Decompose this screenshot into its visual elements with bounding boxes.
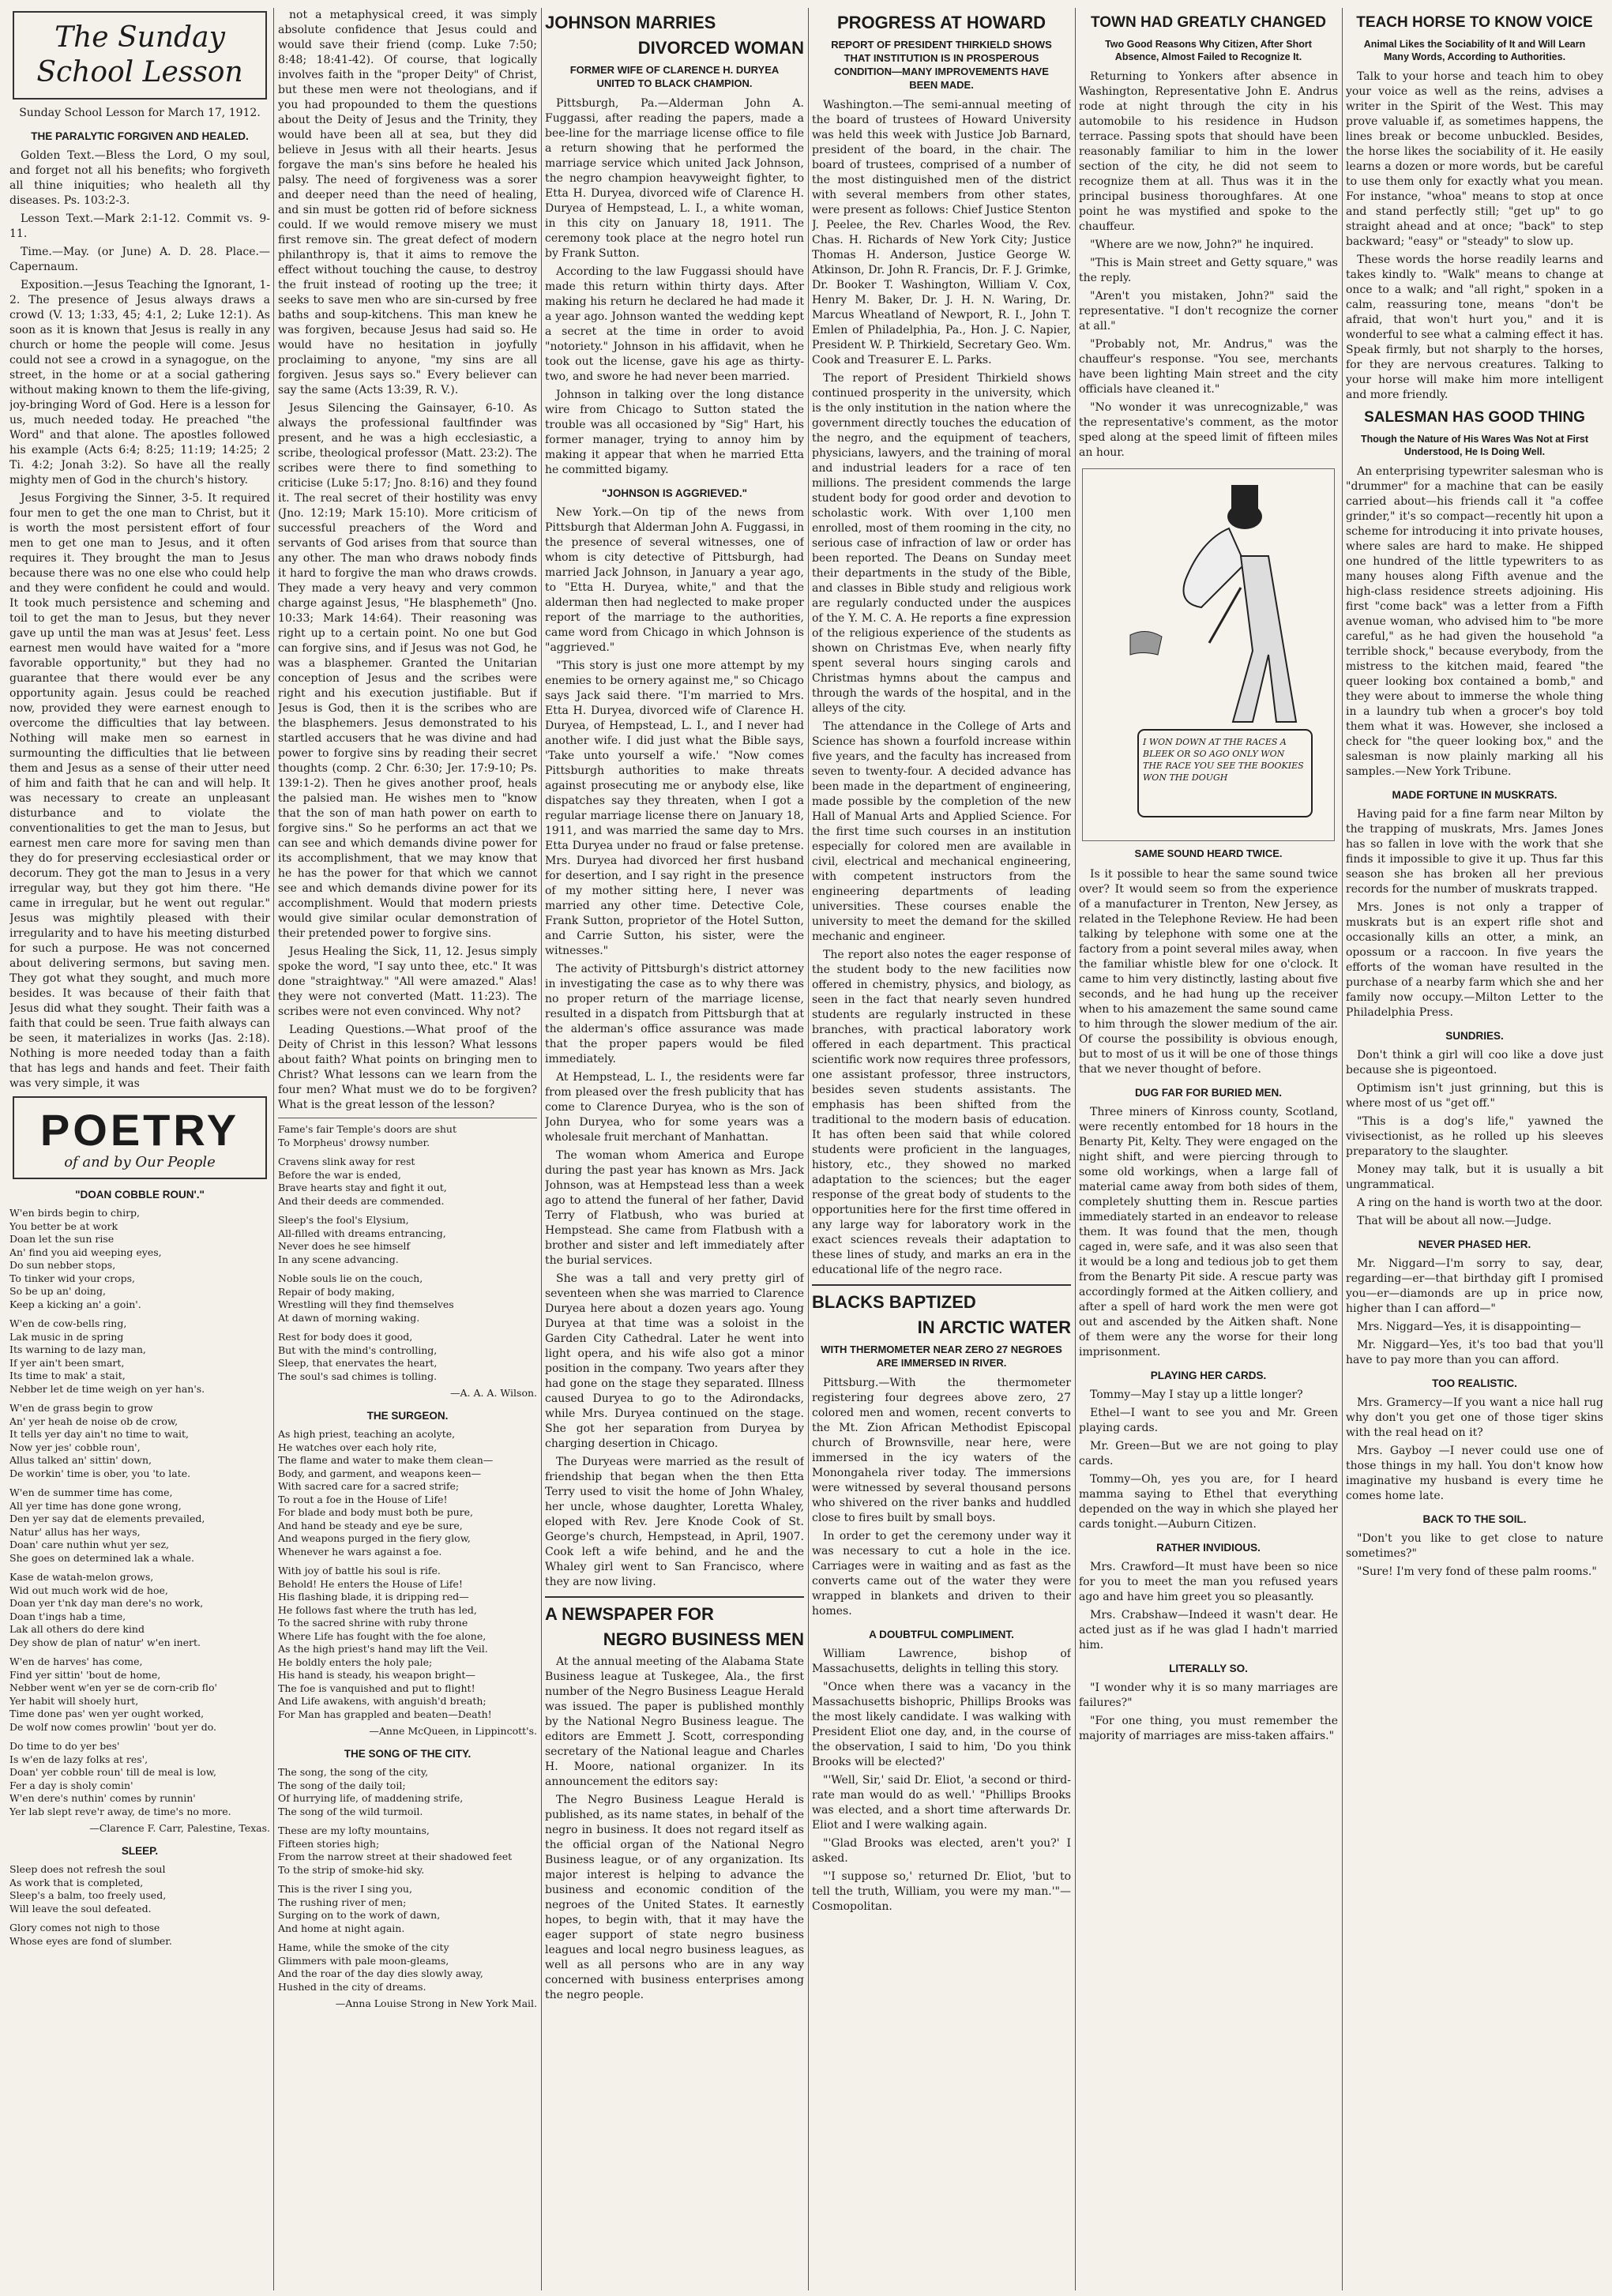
poem-line: The foe is vanquished and put to flight!	[278, 1682, 475, 1694]
subheading: SUNDRIES.	[1445, 1030, 1504, 1042]
poem-line	[9, 1734, 270, 1740]
column-rule	[808, 8, 809, 2290]
poem-line: At dawn of morning waking.	[278, 1311, 420, 1324]
poem-line: Noble souls lie on the couch,	[278, 1272, 423, 1284]
poem-line: Fifteen stories high;	[278, 1837, 380, 1850]
subheading: TOO REALISTIC.	[1432, 1377, 1517, 1389]
article-body	[1346, 807, 1603, 1020]
poem-line: W'en de summer time has come,	[9, 1486, 173, 1498]
paragraph: "Where are we now, John?" he inquired.	[1090, 239, 1314, 251]
paragraph: The Negro Business League Herald is published, as its name states, in behalf of the negro in business. It does not regard itself as the official organ of the National Negro Business league, or of any organization. Its major interest is helping to advance the business and economic condition of the negroes of the United States. It earnestly hopes, to begin with, that it may have the eager support of state negro business leagues and local negro business leagues, as well as all persons who are in any way concerned with business enterprises among the negro people.	[545, 1794, 804, 2001]
paragraph: These words the horse readily learns and takes kindly to. "Walk" means to change at once to a walk; and "all right," spoken in a calm, reassuring tone, means "don't be afraid, that won't hurt you," and it is wonderful to see what a calming effect it has. Speak firmly, but not sharply to the horses, for they are nervous creatures. Talking to your horse will make him more intelligent and more friendly.	[1346, 254, 1603, 401]
deck: WITH THERMOMETER NEAR ZERO 27 NEGROES ARE IMMERSED IN RIVER.	[821, 1343, 1062, 1369]
poem-line: W'en de harves' has come,	[9, 1655, 143, 1667]
article-body	[545, 96, 804, 478]
paragraph: "For one thing, you must remember the majority of marriages are miss-taken affairs."	[1079, 1715, 1338, 1742]
paragraph: Is it possible to hear the same sound twice over? It would seem so from the experience of a manufacturer in Trenton, New Jersey, as related in the Telephone Review. He had been talking by telephone with some one at the factory from a point several miles away, when the familiar whistle blew for one o'clock. It came to him very distinctly, lasting about five seconds, and he had hung up the receiver when to his amazement the same sound came to him through the slower medium of the air. Of course the possibility is obvious enough, but to most of us it will be one of those things that we never thought of before.	[1079, 868, 1338, 1076]
article-body	[1346, 70, 1603, 403]
column-howard	[812, 8, 1071, 2290]
article-body	[1346, 464, 1603, 780]
poem-line: The song of the wild turmoil.	[278, 1805, 423, 1817]
paragraph: Don't think a girl will coo like a dove just because she is pigeontoed.	[1346, 1049, 1603, 1077]
paragraph: Ethel—I want to see you and Mr. Green playing cards.	[1079, 1407, 1338, 1434]
paragraph: "This is Main street and Getty square," was the reply.	[1079, 257, 1338, 284]
box-title-line: The Sunday	[54, 21, 225, 54]
poem-line: You better be at work	[9, 1219, 118, 1232]
poem-sleep	[9, 1863, 270, 1948]
poem-line: De workin' time is ober, you 'to late.	[9, 1467, 191, 1479]
poetry-subtitle: of and by Our People	[64, 1154, 216, 1171]
paragraph: The report of President Thirkield shows continued prosperity in the university, which is the only institution in the nation where the government directly touches the education of the negro, and the equipment of teachers, physicians, lawyers, and the training of moral and industrial leaders for a race of ten millions. The president commends the large student body for good order and devotion to scholastic work. With over 1,100 men enrolled, most of them rooming in the city, no serious case of infraction of law or order has been reported. The Deans on Sunday meet their departments in the study of the Bible, and classes in Bible study and religious work are regularly conducted under the auspices of the Y. M. C. A. He reports a fine expression of the religious experience of the students as shown on Christmas Eve, when nearly fifty spent several hours singing carols and Christmas hymns about the campus and through the wards of the hospital, and in the alleys of the city.	[812, 372, 1071, 715]
poem-line: Glory comes not nigh to those	[9, 1922, 160, 1933]
paragraph: "Sure! I'm very fond of these palm rooms."	[1357, 1565, 1597, 1578]
poem-line: Behold! He enters the House of Life!	[278, 1577, 463, 1590]
paragraph: The attendance in the College of Arts and Science has shown a fourfold increase within five years, and the faculty has increased from seven to twenty-four. A decided advance has been made in the department of engineering, made possible by the completion of the new Hall of Manual Arts and Applied Science. For the first time such courses in an institution especially for colored men are available in civil, electrical and mechanical engineering, with competent instructors from the engineering departments of leading universities. These courses enable the university to meet the demand for the skilled mechanic and engineer.	[812, 720, 1071, 943]
paragraph: Jesus Healing the Sick, 11, 12. Jesus simply spoke the word, "I say unto thee, etc." It was done "straightway." "All were amazed." Alas! they were not converted (Matt. 11:23). The scribes were not even convinced. Why not?	[278, 945, 537, 1018]
box-title-line: School Lesson	[36, 56, 243, 88]
poem-line	[9, 1311, 270, 1317]
subheading: A DOUBTFUL COMPLIMENT.	[869, 1629, 1014, 1640]
poem-line: Doan' yer cobble roun' till de meal is low,	[9, 1766, 216, 1778]
poem-line	[9, 1396, 270, 1402]
lesson-headline: THE PARALYTIC FORGIVEN AND HEALED.	[31, 130, 249, 142]
poem-line: It tells yer day ain't no time to wait,	[9, 1428, 190, 1440]
poem-line: The soul's sad chimes is tolling.	[278, 1370, 438, 1382]
poem-line: And their deeds are commended.	[278, 1194, 445, 1207]
paragraph: "Probably not, Mr. Andrus," was the chauffeur's response. "You see, merchants have been lighting Main street and the city officials have cleaned it."	[1079, 338, 1338, 396]
poem-line: Never does he see himself	[278, 1240, 410, 1252]
paragraph: The woman whom America and Europe during the past year has known as Mrs. Jack Johnson, was at Hempstead less than a week ago to attend the funeral of her father, David Terry of Flatbush, who was buried at Hempstead. She came from Flatbush with a brother and sister and left immediately after the burial services.	[545, 1149, 804, 1267]
divider	[545, 1596, 804, 1598]
paragraph: Mr. Niggard—Yes, it's too bad that you'll have to pay more than you can afford.	[1346, 1339, 1603, 1366]
subheading: PLAYING HER CARDS.	[1150, 1370, 1267, 1381]
paragraph: Pittsburgh, Pa.—Alderman John A. Fuggassi, after reading the papers, made a bee-line for the marriage license office to file a return showing that he performed the marriage service which united Jack Johnson, the negro champion heavyweight fighter, to Etta H. Duryea, divorced wife of Clarence H. Duryea of Hempstead, L. I., a white woman, in this city on January 18, 1911. The ceremony took place at the negro hotel run by Frank Sutton.	[545, 97, 804, 260]
column-lesson-continued	[278, 8, 537, 2290]
subheading: "JOHNSON IS AGGRIEVED."	[601, 487, 748, 499]
article-body	[1079, 1560, 1338, 1653]
poem-line: Wid out much work wid de hoe,	[9, 1584, 168, 1596]
poem-line: W'en dere's nuthin' comes by runnin'	[9, 1792, 196, 1804]
poem-credit: —A. A. A. Wilson.	[449, 1387, 537, 1399]
poem-line: Of hurrying life, of maddening strife,	[278, 1792, 464, 1804]
poem-title: THE SONG OF THE CITY.	[344, 1748, 472, 1760]
poem-line: And weapons purged in the fiery glow,	[278, 1532, 471, 1544]
poem-line: Wrestling will they find themselves	[278, 1298, 454, 1310]
paragraph: Mrs. Jones is not only a trapper of muskrats but is an expert rifle shot and occasionally kills an otter, a mink, an opossum or a raccoon. In five years the efforts of the woman have resulted in the purchase of a nearby farm which she and her family now occupy.—Milton Letter to the Philadelphia Press.	[1346, 901, 1603, 1019]
poem-line: Time done pas' wen yer ought worked,	[9, 1708, 205, 1719]
poem-line: De wolf now comes prowlin' 'bout yer do.	[9, 1720, 216, 1733]
paragraph: Golden Text.—Bless the Lord, O my soul, and forget not all his benefits; who forgiveth all thine iniquities; who healeth all thy diseases. Ps. 103:2-3.	[9, 149, 270, 207]
poem-credit: —Anne McQueen, in Lippincott's.	[369, 1725, 537, 1737]
headline: NEGRO BUSINESS MEN	[603, 1629, 804, 1649]
paragraph: Mrs. Crawford—It must have been so nice for you to meet the man you refused years ago and have him greet you so pleasantly.	[1079, 1561, 1338, 1603]
poem-line: W'en birds begin to chirp,	[9, 1207, 141, 1219]
poem-line: Whose eyes are fond of slumber.	[9, 1934, 172, 1947]
paragraph: Tommy—May I stay up a little longer?	[1090, 1388, 1303, 1401]
poem-line: An' yer heah de noise ob de crow,	[9, 1415, 178, 1427]
paragraph: Exposition.—Jesus Teaching the Ignorant, 1-2. The presence of Jesus always draws a crowd (V. 13; 1:33, 45; 4:1, 2; Luke 12:1). As soon as it is known that Jesus is really in any church or home the people will come. Jesus could not see a crowd in a synagogue, on the street, in the home or at a social gathering without making known to them the life-giving, joy-bringing Word of God. Here is a lesson for us, much needed today. He preached "the Word" and that alone. The apostles followed his example (Acts 6:4; 8:25; 11:19; 14:25; 2 Ti. 4:2; Jonah 3:2). So have all the really mighty men of God in the church's history.	[9, 279, 270, 487]
poem-line: He watches over each holy rite,	[278, 1441, 438, 1453]
headline: DIVORCED WOMAN	[637, 38, 804, 58]
poem-line: Sleep's the fool's Elysium,	[278, 1214, 409, 1226]
paragraph: Mr. Green—But we are not going to play cards.	[1079, 1440, 1338, 1467]
poem-line: Allus talked an' sittin' down,	[9, 1454, 152, 1466]
article-body	[545, 1655, 804, 2003]
poem-line	[278, 1558, 537, 1565]
paragraph: Leading Questions.—What proof of the Deity of Christ in this lesson? What lessons about faith? What points on bringing men to Christ? What lessons can we learn from the four men? What must we do to be forgiven? What is the great lesson of the lesson?	[278, 1024, 537, 1111]
deck: Animal Likes the Sociability of It and Will Learn Many Words, According to Authorities.	[1363, 39, 1586, 62]
poem-line: Surging on to the work of dawn,	[278, 1909, 441, 1921]
deck: FORMER WIFE OF CLARENCE H. DURYEA UNITED TO BLACK CHAMPION.	[569, 64, 780, 89]
column-rule	[1075, 8, 1076, 2290]
subheading: BACK TO THE SOIL.	[1422, 1513, 1527, 1525]
column-teach-horse	[1346, 8, 1603, 2290]
poem-song-of-the-city	[278, 1766, 537, 1993]
paragraph: Having paid for a fine farm near Milton by the trapping of muskrats, Mrs. James Jones has so fallen in love with the work that she finds it impossible to give it up. Thus far this season she has broken all her previous records for the number of muskrats trapped.	[1346, 808, 1603, 896]
paragraph: Talk to your horse and teach him to obey your voice as well as the reins, advises a writer in the Spirit of the West. This may prove valuable if, as sometimes happens, the lines break or become unbuckled. Besides, the horse likes the sociability of it. He easily learns a dozen or more words, but be careful to use them only for exactly what you mean. For instance, "whoa" means to stop at once and stand perfectly still; "get up" to go straight ahead and at once; "back" to step backward; "easy" or "steady" to slow up.	[1346, 70, 1603, 248]
article-body	[812, 1647, 1071, 1915]
paragraph: Mrs. Crabshaw—Indeed it wasn't dear. He acted just as if he was glad I hadn't married him.	[1079, 1609, 1338, 1652]
poem-line: Hame, while the smoke of the city	[278, 1941, 449, 1953]
article-body	[1079, 70, 1338, 460]
paragraph: "I wonder why it is so many marriages are failures?"	[1079, 1682, 1338, 1709]
poetry-header-box	[13, 1096, 267, 1179]
divider	[812, 1284, 1071, 1286]
poem-line: But with the mind's controlling,	[278, 1343, 438, 1356]
poem-line: She goes on determined lak a whale.	[9, 1551, 194, 1564]
paragraph: The activity of Pittsburgh's district attorney in investigating the case as to why there was no proper return of the marriage license, resulted in a dispatch from Pittsburgh that at the alderman's office assurance was made that the proper papers would be filed immediately.	[545, 963, 804, 1065]
poem-line: These are my lofty mountains,	[278, 1824, 430, 1836]
paragraph: Time.—May. (or June) A. D. 28. Place.—Capernaum.	[9, 246, 270, 273]
paragraph: Johnson in talking over the long distance wire from Chicago to Sutton stated the trouble was all occasioned by "Sig" Hart, his former manager, trying to annoy him by making it appear that when he married Etta he committed bigamy.	[545, 389, 804, 476]
paragraph: Three miners of Kinross county, Scotland, were recently entombed for 18 hours in the Benarty Pit, Kelty. They were engaged on the night shift, and were piercing through to some old workings, when a large fall of material came away from both sides of them, completely shutting them in. Rescue parties immediately started in an endeavor to release them. It was found that the men, though caged in, were safe, and it was also seen that it would be a long and tedious job to get them from the Benarty Pit side. A rescue party was accordingly formed at the Aitken colliery, and after a spell of hard work the men were got out and ascended by the Aitken shaft. None of them were any the worse for their long imprisonment.	[1079, 1106, 1338, 1358]
poem-line	[278, 1935, 537, 1941]
headline: JOHNSON MARRIES	[545, 13, 716, 32]
poem-line: Before the war is ended,	[278, 1168, 401, 1181]
poem-line: Yer habit will shoely hurt,	[9, 1694, 139, 1707]
subheading: NEVER PHASED HER.	[1418, 1238, 1531, 1250]
poem-line: Sleep does not refresh the soul	[9, 1863, 166, 1875]
paragraph: Jesus Silencing the Gainsayer, 6-10. As always the professional faultfinder was present, and he was a high ecclesiastic, a scribe, theological professor (Matt. 23:2). The scribes were there to find something to criticise (Luke 5:17; Jno. 8:16) and they found it. The real secret of their hostility was envy (Jno. 12:19; Mark 15:10). More criticism of successful preachers of the Word and servants of God arises from that source than any other. The man who draws nobody finds it hard to forgive the man who draws crowds. They made a very heavy and very common charge against Jesus, "He blasphemeth" (Jno. 10:33; Mark 14:64). Their reasoning was right up to a certain point. No one but God can forgive sins, and if Jesus was not God, he was a blasphemer. Granted the Unitarian conception of Jesus and the scribes were right and his execution justifiable. But if Jesus is God, then it is the scribes who are the blasphemers. Jesus demonstrated to his startled accusers that he was divine and had power to forgive sins by reading their secret thoughts (comp. 2 Chr. 6:30; Jer. 17:9-10; Ps. 139:1-2). Then he gives another proof, heals the palsied man. He wishes men to "know that the son of man hath power on earth to forgive sins." So he performs an act that we can see and which demands divine power for its accomplishment, that we may know that he has the power for that which we cannot see and which demands divine power for its accomplishment. Would that modern priests would give similar ocular demonstration of their pretended power to forgive sins.	[278, 402, 537, 940]
paragraph: New York.—On tip of the news from Pittsburgh that Alderman John A. Fuggassi, in the presence of several witnesses, one of whom is city detective of Pittsburgh, had married Jack Johnson, in January a year ago, to "Etta H. Duryea, white," and that the alderman then had neglected to make proper report of the marriage to the authorities, came word from Chicago in which Johnson is "aggrieved."	[545, 506, 804, 654]
poem-line: The flame and water to make them clean—	[278, 1454, 494, 1466]
poem-line: Glimmers with pale moon-gleams,	[278, 1954, 449, 1967]
article-body	[1346, 1531, 1603, 1580]
poem-line: Brave hearts stay and fight it out,	[278, 1182, 447, 1193]
poem-line: This is the river I sing you,	[278, 1883, 412, 1895]
poem-line: Lak music in de spring	[9, 1330, 124, 1343]
poem-credit: —Clarence F. Carr, Palestine, Texas.	[89, 1822, 270, 1834]
top-hat-icon	[1231, 485, 1258, 517]
poem-line: To tinker wid your crops,	[9, 1272, 136, 1284]
poem-line: With sacred care for a sacred strife;	[278, 1480, 460, 1492]
arm-icon	[1209, 588, 1241, 643]
paragraph: At the annual meeting of the Alabama State Business league at Tuskegee, Ala., the first number of the Negro Business League Herald was issued. The paper is published monthly by the National Negro Business league. The editors are Emmett J. Scott, corresponding secretary of the National league and Charles H. Moore, national organizer. In its announcement the editors say:	[545, 1655, 804, 1788]
poem-line: Its time to mak' a stait,	[9, 1370, 126, 1381]
article-body	[812, 1376, 1071, 1619]
paragraph: At Hempstead, L. I., the residents were far from pleased over the fresh publicity that has come to Clarence Duryea, who is the son of John Duryea, who for some years was a wholesale fruit merchant of Manhattan.	[545, 1071, 804, 1144]
headline: TOWN HAD GREATLY CHANGED	[1090, 14, 1327, 31]
poem-line: He follows fast where the truth has led,	[278, 1603, 477, 1616]
paragraph: "Don't you like to get close to nature sometimes?"	[1346, 1532, 1603, 1560]
poem-line: Den yer say dat de elements prevailed,	[9, 1513, 205, 1524]
paragraph: She was a tall and very pretty girl of seventeen when she was married to Clarence Duryea here about a dozen years ago. Young Duryea at that time was a soloist in the Garden City Cathedral. Later he went into light opera, and his wife also got a minor position in the company. Two years after they had gone on the stage they separated. Illness caused Duryea to go to the Adirondacks, while Mrs. Duryea continued on the stage. She got her separation from Duryea by charging desertion in Chicago.	[545, 1272, 804, 1450]
article-body	[1346, 1396, 1603, 1504]
poem-line: Doan' care nuthin whut yer sez,	[9, 1539, 170, 1550]
subheading: MADE FORTUNE IN MUSKRATS.	[1392, 789, 1558, 801]
poem-line	[278, 1149, 537, 1156]
article-body	[812, 98, 1071, 1278]
paragraph: "Once when there was a vacancy in the Massachusetts bishopric, Phillips Brooks was the most likely candidate. I was walking with President Eliot one day, and, in the course of the observation, I said to him, 'Do you think Brooks will be elected?'	[812, 1681, 1071, 1768]
poem-line: Yer lab slept reve'r away, de time's no more.	[9, 1805, 231, 1817]
poem-line: Doan let the sun rise	[9, 1233, 115, 1245]
paragraph: A ring on the hand is worth two at the door.	[1357, 1197, 1603, 1209]
column-town-changed	[1079, 8, 1338, 2290]
paragraph: "'Well, Sir,' said Dr. Eliot, 'a second or third-rate man would do as well.' "Phillips Brooks was elected, and a short time afterwards Dr. Eliot and I were walking again.	[812, 1774, 1071, 1832]
article-body	[1346, 1257, 1603, 1368]
poem-line: From the narrow street at their shadowed feet	[278, 1851, 513, 1862]
article-body	[1079, 1105, 1338, 1360]
paragraph: According to the law Fuggassi should have made this return within thirty days. After making his return he declared he had made it a year ago. Johnson wanted the wedding kept a secret at the time in order to avoid "notoriety." Johnson in his affidavit, when he took out the license, gave his age as thirty-two, and swore he had never been married.	[545, 265, 804, 383]
poem-line: Now yer jes' cobble roun',	[9, 1441, 141, 1453]
poem-line	[9, 1565, 270, 1571]
poem-doan-cobble-roun	[9, 1207, 270, 1818]
paragraph: William Lawrence, bishop of Massachusetts, delights in telling this story.	[812, 1648, 1071, 1675]
poem-line: Whenever he wars against a foe.	[278, 1545, 442, 1558]
paragraph: That will be about all now.—Judge.	[1357, 1215, 1552, 1227]
poem-the-surgeon	[278, 1428, 537, 1721]
subheading: DUG FAR FOR BURIED MEN.	[1134, 1087, 1282, 1099]
paragraph: "'Glad Brooks was elected, aren't you?' I asked.	[812, 1837, 1071, 1865]
cartoon-illustration	[1082, 468, 1335, 841]
poem-line: Natur' allus has her ways,	[9, 1525, 141, 1538]
poem-line: Cravens slink away for rest	[278, 1156, 415, 1167]
paragraph: Washington.—The semi-annual meeting of the board of trustees of Howard University was held this week with Justice Job Barnard, president of the board, in the chair. The board of trustees, comprised of a number of the most distinguished men of the district with several members from other states, were present as follows: Chief Justice Stenton J. Peelee, the Rev. Charles Wood, the Rev. Chas. H. Richards of New York City; Justice Thomas H. Anderson, Justice George W. Atkinson, Dr. John R. Francis, Dr. F. J. Grimke, Dr. Booker T. Washington, William V. Cox, Henry M. Baker, Dr. J. H. N. Waring, Dr. Marcus Wheatland of Newport, R. I., John T. Emlen of Philadelphia, Pa., Hon. J. C. Napier, President W. P. Thirkield, Secretary Geo. Wm. Cook and Treasurer E. L. Parks.	[812, 99, 1071, 366]
poem-line: And hand be steady and eye be sure,	[278, 1519, 463, 1531]
poem-line: Lak all others do dere kind	[9, 1623, 145, 1635]
paragraph: In order to get the ceremony under way it was necessary to cut a hole in the ice. Carriages were in waiting and as fast as the converts came out of the water they were wrapped in blankets and driven to their homes.	[812, 1530, 1071, 1618]
poem-line: If yer ain't been smart,	[9, 1356, 125, 1369]
poem-credit: —Anna Louise Strong in New York Mail.	[335, 1997, 537, 2009]
paragraph: Tommy—Oh, yes you are, for I heard mamma saying to Ethel that everything depended on the way in which she played her cards tonight.—Auburn Citizen.	[1079, 1473, 1338, 1531]
poem-title: SLEEP.	[121, 1845, 159, 1857]
poem-line: To the sacred shrine with ruby throne	[278, 1617, 468, 1629]
poem-line: And the roar of the day dies slowly away,	[278, 1967, 483, 1979]
poem-line: Dey show de plan of natur' w'en inert.	[9, 1636, 201, 1648]
poem-line: His hand is steady, his weapon bright—	[278, 1669, 475, 1681]
poem-line: And home at night again.	[278, 1922, 405, 1934]
poem-line	[9, 1480, 270, 1486]
poem-line: As the high priest's hand may lift the Veil.	[278, 1643, 488, 1655]
poem-line: Its warning to de lazy man,	[9, 1343, 146, 1355]
paragraph: Pittsburg.—With the thermometer registering four degrees above zero, 27 colored men and women, recent converts to the Mt. Zion African Methodist Episcopal church of Brownsville, near here, were immersed in the icy waters of the Monongahela river today. The immersions were witnessed by several thousand persons who shivered on the river banks and huddled close to fires built by small boys.	[812, 1377, 1071, 1524]
paragraph: "Aren't you mistaken, John?" said the representative. "I don't recognize the corner at all."	[1079, 290, 1338, 333]
poem-line: Rest for body does it good,	[278, 1331, 413, 1343]
poem-line: All-filled with dreams entrancing,	[278, 1227, 446, 1239]
poem-title: THE SURGEON.	[366, 1410, 449, 1422]
poem-line: The rushing river of men;	[278, 1896, 407, 1908]
paragraph: "'I suppose so,' returned Dr. Eliot, 'but to tell the truth, William, you were my man.'"—Cosmopolitan.	[812, 1870, 1071, 1913]
poem-line: Sleep's a balm, too freely used,	[9, 1889, 167, 1901]
poem-line: Find yer sittin' 'bout de home,	[9, 1668, 161, 1681]
deck: REPORT OF PRESIDENT THIRKIELD SHOWS THAT INSTITUTION IS IN PROSPEROUS CONDITION—MANY IMPROVEMENTS HAVE BEEN MADE.	[831, 39, 1052, 91]
poem-line	[278, 1818, 537, 1824]
caption: SAME SOUND HEARD TWICE.	[1134, 847, 1283, 859]
poem-line: Repair of body making,	[278, 1285, 395, 1298]
poem-line: W'en de cow-bells ring,	[9, 1317, 127, 1329]
article-body	[545, 505, 804, 1590]
poem-line: The song, the song of the city,	[278, 1766, 429, 1778]
paragraph: Jesus Forgiving the Sinner, 3-5. It required four men to get the one man to Christ, but it is worth the most persistent effort of four men to get one man to Jesus, and it often requires it. They brought the man to Jesus because there was no one else who could help and they were confident he could and would. It took much persistence and scheming and toil to get the man to Jesus, but they never gave up until the man was at Jesus' feet. Less earnest men would have waited for a "more favorable opportunity," but they had no guarantee that there would ever be any opportunity again. Jesus could be reached now, provided they were earnest enough to overcome the difficulties that lay between. Nothing will make men so earnest in surmounting the difficulties that lie between them and Jesus as a sense of their utter need of him and faith that he can and will help. It was necessary to create an unpleasant disturbance and to violate the conventionalities to get the man to Jesus, but earnest men care more for saving men than they do for preserving ecclesiastical order or decorum. They got the man to Jesus in a very irregular way, but they got him there. "He came in irregular, but he went out regular." Jesus was mightily pleased with their irregularity and to have his meeting disturbed for such a purpose. He was not concerned about delivering sermons, but saving men. They got what they sought, and much more besides. It was because of their faith that Jesus did what they sought. Their faith was a faith that could be seen. True faith always can be seen, it materializes in works (Jas. 2:18). Nothing is more needed today than a faith that has legs and hands and feet. Their faith was very simple, it was	[9, 492, 270, 1090]
poem-line: Do sun nebber stops,	[9, 1259, 116, 1271]
paragraph: Mr. Niggard—I'm sorry to say, dear, regarding—er—that birthday gift I promised you—er—diamonds are up in price now, higher than I can afford—"	[1346, 1257, 1603, 1315]
lesson-dateline: Sunday School Lesson for March 17, 1912.	[19, 107, 261, 119]
paragraph: "This is a dog's life," yawned the vivisectionist, as he rolled up his sleeves preparatory to the slaughter.	[1346, 1115, 1603, 1158]
sunday-school-title-box	[13, 11, 267, 100]
deck: Two Good Reasons Why Citizen, After Short Absence, Almost Failed to Recognize It.	[1105, 39, 1312, 62]
poem-line: W'en de grass begin to grow	[9, 1402, 153, 1414]
article-body	[1079, 1388, 1338, 1532]
headline: TEACH HORSE TO KNOW VOICE	[1356, 14, 1593, 31]
poem-line: Body, and garment, and weapons keen—	[278, 1467, 482, 1479]
poem-line	[278, 1877, 537, 1883]
poem-line	[9, 1649, 270, 1655]
poem-line: Kase de watah-melon grows,	[9, 1571, 154, 1583]
poem-title: "DOAN COBBLE ROUN'."	[75, 1189, 205, 1201]
poem-line: With joy of battle his soul is rife.	[278, 1565, 441, 1576]
column-rule	[541, 8, 542, 2290]
poem-line: In any scene advancing.	[278, 1253, 399, 1265]
paragraph: Lesson Text.—Mark 2:1-12. Commit vs. 9-11.	[9, 212, 270, 240]
paragraph: "No wonder it was unrecognizable," was the representative's comment, as the motor sped along at the speed limit of fifteen miles an hour.	[1079, 401, 1338, 459]
poem-line	[9, 1915, 270, 1922]
poem-line: Doan yer t'nk day man dere's no work,	[9, 1597, 204, 1609]
headline: IN ARCTIC WATER	[917, 1317, 1071, 1337]
poem-line: Fer a day is sholy comin'	[9, 1779, 133, 1791]
poem-line: Is w'en de lazy folks at res',	[9, 1753, 148, 1765]
column-johnson	[545, 8, 804, 2290]
column-rule	[1342, 8, 1343, 2290]
poem-line: To Morpheus' drowsy number.	[278, 1136, 430, 1148]
poem-line: Will leave the soul defeated.	[9, 1902, 152, 1915]
hand-icon	[1130, 631, 1162, 655]
poem-sleep-continued	[278, 1123, 537, 1383]
poem-line: As work that is completed,	[9, 1876, 144, 1888]
poem-line: Fame's fair Temple's doors are shut	[278, 1123, 457, 1135]
subheading: RATHER INVIDIOUS.	[1156, 1542, 1261, 1554]
poetry-title: POETRY	[39, 1105, 240, 1155]
headline: A NEWSPAPER FOR	[545, 1604, 714, 1624]
poem-line: The song of the daily toil;	[278, 1779, 406, 1791]
paragraph: Optimism isn't just grinning, but this is where most of us "get off."	[1346, 1082, 1603, 1110]
subheading: LITERALLY SO.	[1169, 1663, 1248, 1674]
headline: SALESMAN HAS GOOD THING	[1364, 409, 1585, 426]
column-rule	[273, 8, 274, 2290]
column-sunday-school	[9, 8, 270, 2290]
poem-line: Where Life has fought with the foe alone,	[278, 1629, 487, 1642]
poem-line: Do time to do yer bes'	[9, 1740, 120, 1752]
poem-line: So be up an' doing,	[9, 1285, 106, 1297]
poem-line	[278, 1266, 537, 1272]
cartoon-speech-text: I WON DOWN AT THE RACES A BLEEK OR SO AGO ONLY WON THE RACE YOU SEE THE BOOKIES WON THE DOUGH	[1143, 737, 1304, 783]
paragraph: An enterprising typewriter salesman who is "drummer" for a machine that can be easily carried about—his friends call it "a coffee grinder," it's so compact—recently hit upon a scheme for introducing it into private houses, where sales are hard to make. He shipped one hundred of the little typewriters to as many houses along Fifth avenue and the high-class residence streets adjoining. His first "come back" was a letter from a Fifth avenue woman, who advised him to "be more careful," as he had given the household "a terrible shock," because everybody, from the mistress to the kitchen maid, feared "the queer looking box contained a bomb," and they were about to immerse the whole thing in a laundry tub when a grocer's boy told them what it was. However, she inclosed a check for "the queer looking box," and the salesman is now plainly marking all his samples.—New York Tribune.	[1346, 465, 1603, 778]
poem-line: Sleep, that enervates the heart,	[278, 1357, 438, 1369]
headline: PROGRESS AT HOWARD	[836, 13, 1046, 32]
poem-line: Hushed in the city of dreams.	[278, 1980, 426, 1993]
poem-line: For Man has grappled and beaten—Death!	[278, 1708, 492, 1720]
poem-line: Keep a kicking an' a goin'.	[9, 1298, 141, 1310]
article-body	[1079, 867, 1338, 1077]
poem-line: As high priest, teaching an acolyte,	[278, 1428, 456, 1440]
paragraph: The report also notes the eager response of the student body to the new facilities now offered in chemistry, physics, and biology, as seen in the fact that nearly seven hundred students are regularly instructed in these branches, with practical laboratory work offered in each department. This practical scientific work now requires three professors, one assistant professor, three instructors, besides seven students assistants. The emphasis has been shifted from the traditional to the modern basis of education. It has often been said that while colored students were proficient in the languages, history, etc., they showed no marked adaptation to the sciences; but the eager response of the great body of students to the opportunities here for the first time offered in any large way for laboratory work in the exact sciences reveals their adaptation to these lines of study, and marks an era in the educational life of the negro race.	[812, 949, 1071, 1276]
figure-body-icon	[1233, 556, 1296, 722]
deck: Though the Nature of His Wares Was Not at First Understood, He Is Doing Well.	[1361, 434, 1588, 457]
poem-line: Nebber went w'en yer se de corn-crib flo'	[9, 1682, 217, 1693]
paragraph: not a metaphysical creed, it was simply absolute confidence that Jesus could and would save their friend (comp. Luke 7:50; 8:48; 18:41-42). Of course, that logically involves faith in the "proper Deity" of Christ, but these men were not theologians, and if you had propounded to them the questions about the Deity of Jesus and the Trinity, they would have been all at sea, but they did believe in Jesus with all their hearts. Jesus forgave the man's sins before he healed his palsy. The need of forgiveness was a sorer and deeper need than the need of healing, and sin must be gotten rid of before sickness could. If we would remove misery we must first remove sin. The great defect of modern philanthropy is, that it aims to remove the effect without touching the cause, to destroy the fruit instead of rooting up the tree; it seeks to save men who are sin-cursed by free baths and soup-kitchens. This man knew he was forgiven, because Jesus had said so. He would have no hesitation in joyfully proclaiming to anyone, "my sins are all forgiven. Jesus says so." Every believer can say the same (Acts 13:39, R. V.).	[278, 9, 537, 396]
poem-line: For blade and body must both be pure,	[278, 1506, 473, 1518]
article-body	[1346, 1048, 1603, 1229]
poem-line: To the strip of smoke-hid sky.	[278, 1863, 425, 1876]
lesson-body	[9, 148, 270, 1092]
paragraph: Returning to Yonkers after absence in Washington, Representative John E. Andrus rode at night through the city in his automobile to his residence in Hudson terrace. Passing spots that should have been reasonably familiar to him in the lower section of the city, he did not seem to recognize them at all. Thus was it in the principal business thoroughfares. At one point he was mystified and spoke to the chauffeur.	[1079, 70, 1338, 233]
poem-line: And Life awakens, with anguish'd breath;	[278, 1695, 487, 1707]
poem-line	[278, 1208, 537, 1214]
poem-line	[278, 1325, 537, 1331]
poem-line: All yer time has done gone wrong,	[9, 1499, 182, 1512]
poem-line: His flashing blade, it is dripping red—	[278, 1591, 469, 1603]
paragraph: Mrs. Niggard—Yes, it is disappointing—	[1357, 1321, 1581, 1333]
headline: BLACKS BAPTIZED	[812, 1292, 976, 1312]
article-body	[1079, 1681, 1338, 1744]
poem-line: To rout a foe in the House of Life!	[278, 1493, 448, 1505]
poem-line: Doan t'ings hab a time,	[9, 1610, 126, 1622]
paragraph: Mrs. Gayboy —I never could use one of those things in my hall. You don't know how imaginative my husband is every time he comes home late.	[1346, 1445, 1603, 1502]
paragraph: Money may talk, but it is usually a bit ungrammatical.	[1346, 1163, 1603, 1191]
paragraph: The Duryeas were married as the result of friendship that began when the then Etta Terry used to visit the home of John Whaley, her uncle, whose daughter, Loretta Whaley, eloped with Rev. Jere Knode Cook of St. George's church, Hempstead, in April, 1907. Cook left a wife behind, and he and the Whaley girl went to San Francisco, where they are now living.	[545, 1456, 804, 1588]
paragraph: "This story is just one more attempt by my enemies to be ornery against me," so Chicago says Jack said there. "I'm married to Mrs. Etta H. Duryea, divorced wife of Clarence H. Duryea, of Hempstead, L. I., and I never had another wife. I did just what the Bible says, 'Take unto yourself a wife.' "Now comes Pittsburgh authorities to make threats against prosecuting me or anybody else, like dispatches say they threaten, when I got a regular marriage license there on January 18, 1911, and was married the same day to Mrs. Etta Duryea under no fraud or false pretense. Mrs. Duryea had divorced her first husband for desertion, and I say right in the presence of my mother sitting here, I never was married any other time. Detective Cole, Frank Sutton, proprietor of the Hotel Sutton, and Carrie Sutton, his sister, were the witnesses."	[545, 659, 804, 957]
poem-line: Nebber let de time weigh on yer han's.	[9, 1382, 205, 1395]
lesson-body-continued	[278, 8, 537, 1113]
paragraph: Mrs. Gramercy—If you want a nice hall rug why don't you get one of those tiger skins with the real head on it?	[1346, 1396, 1603, 1439]
poem-line: He boldly enters the holy pale;	[278, 1655, 433, 1668]
poem-line: An' find you aid weeping eyes,	[9, 1246, 162, 1258]
